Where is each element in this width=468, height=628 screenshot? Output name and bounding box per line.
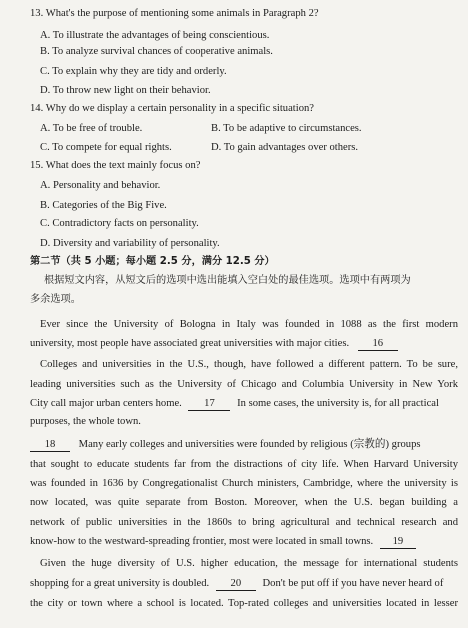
passage-text: City call major urban centers home. bbox=[30, 398, 182, 409]
passage-line: network of public universities in the 1860s to bring agricultural and technical research and bbox=[30, 517, 458, 528]
passage-line: now located, was quite separate from Boston. Moreover, when the U.S. began building a bbox=[30, 497, 458, 508]
blank-17: 17 bbox=[188, 398, 230, 411]
question-13-option-b: B. To analyze survival chances of cooperative animals. bbox=[40, 46, 273, 57]
passage-line bbox=[30, 438, 421, 452]
passage-text: university, most people have associated great universities with major cities. bbox=[30, 338, 350, 349]
passage-line: leading universities such as the University of Chicago and Columbia University in New York bbox=[30, 379, 458, 390]
passage-line: Colleges and universities in the U.S., though, have followed a different pattern. To be sure, bbox=[40, 359, 458, 370]
passage-text: know-how to the westward-spreading frontier, most were located in small towns. bbox=[30, 536, 374, 547]
question-13-stem: 13. What's the purpose of mentioning some animals in Paragraph 2? bbox=[30, 8, 319, 19]
question-14-stem: 14. Why do we display a certain personality in a specific situation? bbox=[30, 103, 314, 114]
blank-18: 18 bbox=[30, 439, 70, 452]
question-13-option-a: A. To illustrate the advantages of being conscientious. bbox=[40, 30, 270, 41]
question-14-option-c: C. To compete for equal rights. bbox=[40, 142, 172, 153]
question-13-option-d: D. To throw new light on their behavior. bbox=[40, 85, 211, 96]
question-15-stem: 15. What does the text mainly focus on? bbox=[30, 160, 201, 171]
passage-line bbox=[30, 577, 443, 591]
question-15-option-d: D. Diversity and variability of personality. bbox=[40, 238, 220, 249]
passage-line bbox=[30, 535, 416, 549]
passage-line: Given the huge diversity of U.S. higher education, the message for international students bbox=[40, 558, 458, 569]
passage-text: In some cases, the university is, for all practical bbox=[237, 398, 439, 409]
question-15-option-b: B. Categories of the Big Five. bbox=[40, 200, 167, 211]
passage-text: Don't be put off if you have never heard of bbox=[262, 578, 444, 589]
passage-line: Ever since the University of Bologna in Italy was founded in 1088 as the first modern bbox=[40, 319, 458, 330]
question-15-option-c: C. Contradictory facts on personality. bbox=[40, 218, 199, 229]
blank-20: 20 bbox=[216, 578, 256, 591]
section-instruction: 根据短文内容，从短文后的选项中选出能填入空白处的最佳选项。选项中有两项为 bbox=[44, 275, 411, 286]
question-14-option-b: B. To be adaptive to circumstances. bbox=[211, 123, 362, 134]
passage-line bbox=[30, 337, 398, 351]
passage-line: that sought to educate students far from the distractions of city life. When Harvard University bbox=[30, 459, 458, 470]
question-15-option-a: A. Personality and behavior. bbox=[40, 180, 161, 191]
passage-line: the city or town where a school is located. Top-rated colleges and universities located in lesser bbox=[30, 598, 458, 609]
blank-19: 19 bbox=[380, 536, 416, 549]
passage-text: shopping for a great university is doubled. bbox=[30, 578, 210, 589]
question-14-option-d: D. To gain advantages over others. bbox=[211, 142, 359, 153]
question-13-option-c: C. To explain why they are tidy and orderly. bbox=[40, 66, 227, 77]
blank-16: 16 bbox=[358, 338, 398, 351]
passage-line bbox=[30, 397, 439, 411]
section-heading: 第二节（共 5 小题；每小题 2.5 分，满分 12.5 分） bbox=[30, 256, 275, 267]
passage-line: was founded in 1636 by Congregationalist Church ministers, Cambridge, where the university is bbox=[30, 478, 458, 489]
section-instruction-continued: 多余选项。 bbox=[30, 294, 81, 305]
question-14-option-a: A. To be free of trouble. bbox=[40, 123, 143, 134]
passage-text: Many early colleges and universities were founded by religious (宗教的) groups bbox=[78, 439, 421, 450]
passage-line: purposes, the whole town. bbox=[30, 416, 141, 427]
